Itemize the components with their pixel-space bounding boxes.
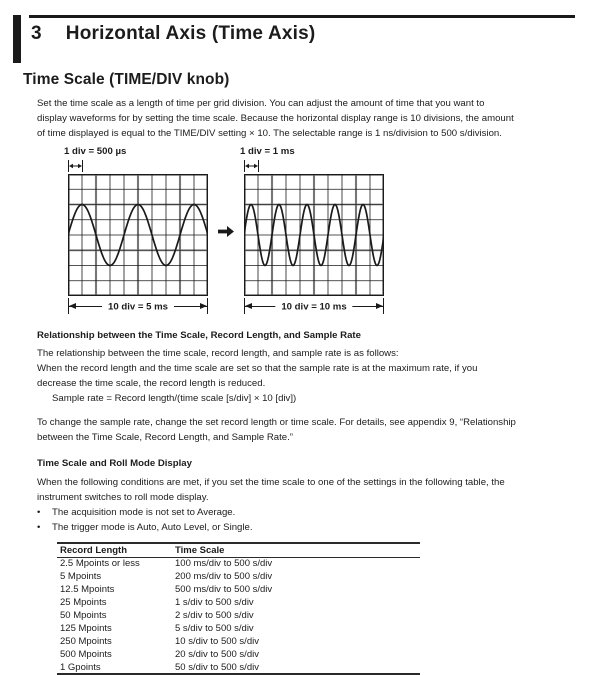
waveform-grid-left — [68, 174, 208, 296]
one-div-marker-icon — [244, 160, 260, 172]
arrow-left-icon — [245, 303, 252, 309]
cell-record-length: 5 Mpoints — [60, 571, 102, 582]
bullet-icon: • — [37, 507, 41, 518]
cell-record-length: 25 Mpoints — [60, 597, 107, 608]
arrow-left-icon — [69, 303, 76, 309]
roll-mode-heading: Time Scale and Roll Mode Display — [37, 458, 192, 469]
body-line: When the following conditions are met, if you set the time scale to one of the settings in the following table, the — [37, 477, 505, 488]
intro-paragraph — [37, 96, 600, 141]
body-line: instrument switches to roll mode display. — [37, 492, 209, 503]
dimension-tick — [207, 298, 208, 314]
relationship-section — [37, 328, 600, 445]
table-header-record-length: Record Length — [57, 543, 172, 557]
sample-rate-formula: Sample rate = Record length/(time scale [s/div] × 10 [div]) — [52, 393, 297, 404]
intro-line: of time displayed is equal to the TIME/DIV setting × 10. The selectable range is 1 ns/division to 500 s/division. — [37, 128, 502, 139]
cell-time-scale: 200 ms/div to 500 s/div — [175, 571, 273, 582]
transform-arrow-icon — [208, 146, 244, 317]
scope-right — [240, 146, 384, 317]
bullet-item — [37, 520, 600, 535]
cell-time-scale: 5 s/div to 500 s/div — [175, 623, 254, 634]
table-row — [57, 557, 420, 570]
table-row — [57, 661, 420, 674]
cell-time-scale: 10 s/div to 500 s/div — [175, 636, 259, 647]
cell-record-length: 50 Mpoints — [60, 610, 107, 621]
cell-record-length: 250 Mpoints — [60, 636, 112, 647]
waveform-grid-right — [244, 174, 384, 296]
chapter-heading — [31, 23, 600, 45]
bullet-text: The acquisition mode is not set to Average. — [52, 507, 236, 518]
section-title: Time Scale (TIME/DIV knob) — [23, 71, 230, 88]
table-row — [57, 583, 420, 596]
time-scale-diagram — [64, 146, 600, 317]
body-line: When the record length and the time scale are set so that the sample rate is at the maximum rate, if you — [37, 363, 478, 374]
chapter-title: Horizontal Axis (Time Axis) — [65, 23, 316, 44]
table-row — [57, 635, 420, 648]
dimension-tick — [383, 298, 384, 314]
intro-line: Set the time scale as a length of time per grid division. You can adjust the amount of time that you want to — [37, 98, 485, 109]
bullet-item — [37, 505, 600, 520]
table-row — [57, 648, 420, 661]
arrow-right-icon — [200, 303, 207, 309]
cell-record-length: 12.5 Mpoints — [60, 584, 115, 595]
table-row — [57, 609, 420, 622]
one-div-marker-icon — [68, 160, 84, 172]
dimension-right — [244, 297, 384, 317]
body-line: The relationship between the time scale, record length, and sample rate is as follows: — [37, 348, 399, 359]
cell-time-scale: 2 s/div to 500 s/div — [175, 610, 254, 621]
div-label-left: 1 div = 500 µs — [64, 146, 127, 157]
dimension-label-right: 10 div = 10 ms — [275, 302, 352, 313]
table-row — [57, 596, 420, 609]
cell-time-scale: 20 s/div to 500 s/div — [175, 649, 259, 660]
roll-mode-section — [37, 456, 600, 535]
arrow-right-icon — [376, 303, 383, 309]
chapter-number: 3 — [31, 23, 42, 44]
bullet-text: The trigger mode is Auto, Auto Level, or Single. — [52, 522, 253, 533]
table-row — [57, 570, 420, 583]
chapter-edge-bar — [13, 15, 21, 63]
div-label-right: 1 div = 1 ms — [240, 146, 295, 157]
cell-time-scale: 500 ms/div to 500 s/div — [175, 584, 273, 595]
cell-record-length: 125 Mpoints — [60, 623, 112, 634]
body-line: between the Time Scale, Record Length, and Sample Rate.” — [37, 432, 293, 443]
cell-time-scale: 50 s/div to 500 s/div — [172, 661, 420, 674]
cell-time-scale: 1 s/div to 500 s/div — [175, 597, 254, 608]
scope-left — [64, 146, 208, 317]
body-line: decrease the time scale, the record length is reduced. — [37, 378, 266, 389]
dimension-label-left: 10 div = 5 ms — [102, 302, 174, 313]
cell-record-length: 1 Gpoints — [57, 661, 172, 674]
body-line: To change the sample rate, change the set record length or time scale. For details, see appendix 9, “Relationship — [37, 417, 516, 428]
cell-record-length: 2.5 Mpoints or less — [60, 558, 140, 570]
dimension-left — [68, 297, 208, 317]
table-row — [57, 622, 420, 635]
cell-record-length: 500 Mpoints — [60, 649, 112, 660]
cell-time-scale: 100 ms/div to 500 s/div — [175, 558, 273, 570]
intro-line: display waveforms for by setting the time scale. Because the horizontal display range is 10 divisions, the amount — [37, 113, 514, 124]
table-header-row — [57, 543, 420, 557]
chapter-top-rule — [29, 15, 575, 18]
roll-mode-table — [57, 542, 420, 675]
bullet-icon: • — [37, 522, 41, 533]
table-header-time-scale: Time Scale — [172, 543, 420, 557]
relationship-heading: Relationship between the Time Scale, Record Length, and Sample Rate — [37, 330, 361, 341]
